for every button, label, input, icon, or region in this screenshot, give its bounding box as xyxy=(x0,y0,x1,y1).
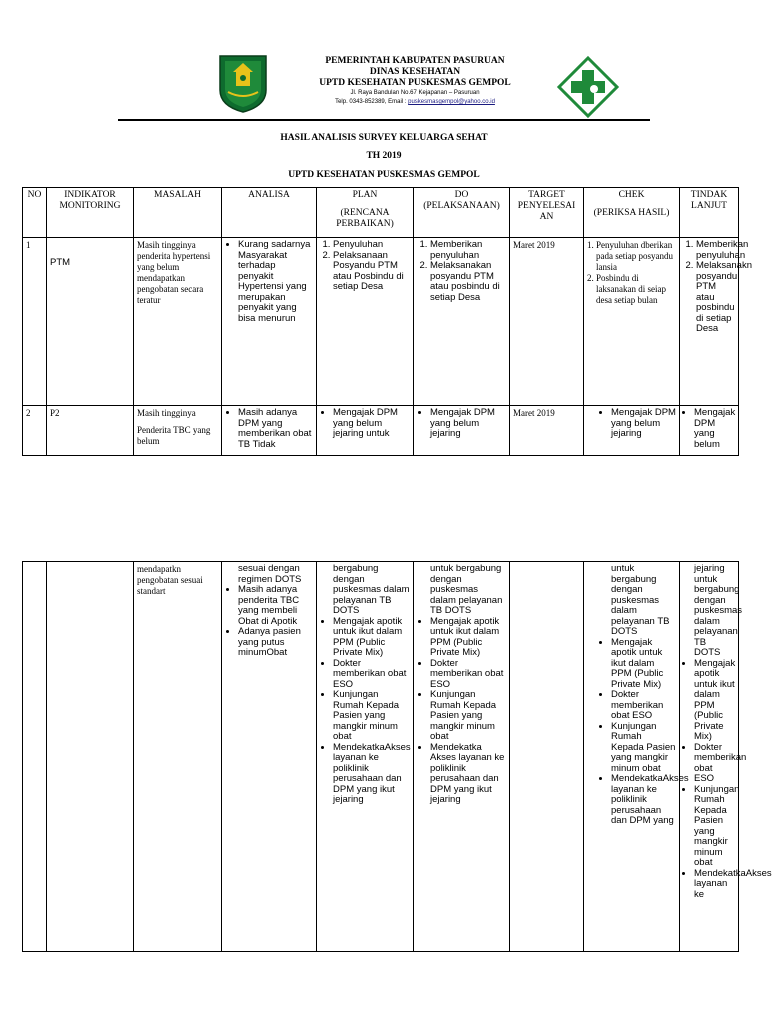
list-item: • Dokter memberikan obat ESO xyxy=(694,743,735,785)
table-header-row xyxy=(23,188,739,238)
list-item: • Kunjungan Rumah Kepada Pasien yang mangkir minum obat xyxy=(694,785,735,869)
row1-masalah: Masih tingginya penderita hypertensi yang belum mendapatkan pengobatan secara teratur xyxy=(134,238,222,406)
cont-indikator xyxy=(47,562,134,952)
col-masalah: MASALAH xyxy=(134,188,222,238)
row2-masalah-line1: Masih tingginya xyxy=(137,408,196,418)
col-tindak: TINDAK LANJUT xyxy=(680,188,739,238)
list-item: • Kunjungan Rumah Kepada Pasien yang mangkir minum obat xyxy=(333,690,410,743)
col-no: NO xyxy=(23,188,47,238)
col-do-sub: (PELAKSANAAN) xyxy=(423,201,500,211)
col-target: TARGET PENYELESAI AN xyxy=(510,188,584,238)
row2-plan xyxy=(317,406,414,456)
header-address: Jl. Raya Bandulan No.67 Kejapanan – Pasuruan xyxy=(350,90,480,96)
col-do-label: DO xyxy=(454,190,469,200)
list-item: • Dokter memberikan obat ESO xyxy=(430,659,506,691)
row2-target: Maret 2019 xyxy=(510,406,584,456)
col-do xyxy=(414,188,510,238)
list-item: • Dokter memberikan obat ESO xyxy=(333,659,410,691)
col-chek xyxy=(584,188,680,238)
list-item: • MendekatkaAkses layanan ke poliklinik perusahaan dan DPM yang xyxy=(611,774,676,827)
list-item: • Kurang sadarnya Masyarakat terhadap penyakit Hypertensi yang merupakan penyakit yang bisa menurun xyxy=(238,240,313,324)
row2-chek xyxy=(584,406,680,456)
row1-indikator-text: PTM xyxy=(50,257,71,268)
list-item: • Mengajak apotik untuk ikut dalam PPM (Public Private Mix) xyxy=(333,617,410,659)
list-item: • Dokter memberikan obat ESO xyxy=(611,690,676,722)
col-analisa: ANALISA xyxy=(222,188,317,238)
row1-analisa xyxy=(222,238,317,406)
row1-no: 1 xyxy=(23,238,47,406)
row2-masalah-line2: Penderita TBC yang belum xyxy=(137,425,211,446)
col-indikator: INDIKATOR MONITORING xyxy=(47,188,134,238)
list-item: 1. Memberikan penyuluhan xyxy=(430,240,506,261)
list-item: • Masih adanya penderita TBC yang membeli Obat di Apotik xyxy=(238,585,313,627)
cont-do xyxy=(414,562,510,952)
list-item: • Mengajak apotik untuk ikut dalam PPM (Public Private Mix) xyxy=(694,659,735,743)
doc-year: TH 2019 xyxy=(366,151,402,161)
header-contact xyxy=(280,98,550,107)
table-row xyxy=(23,238,739,406)
list-item: 1. Penyuluhan dberikan pada setiap posyandu lansia xyxy=(596,240,676,273)
row2-tindak xyxy=(680,406,739,456)
list-item: • Mengajak DPM yang belum jejaring xyxy=(611,408,676,440)
row1-tindak xyxy=(680,238,752,406)
cont-plan-lead: bergabung dengan puskesmas dalam pelayanan TB DOTS xyxy=(333,563,410,616)
table-row xyxy=(23,562,739,952)
cont-analisa xyxy=(222,562,317,952)
list-item: • Mengajak DPM yang belum jejaring xyxy=(430,408,506,440)
col-plan-sub: (RENCANA PERBAIKAN) xyxy=(336,208,394,229)
row1-indikator xyxy=(47,238,134,406)
doc-title: HASIL ANALISIS SURVEY KELUARGA SEHAT xyxy=(280,133,488,143)
green-cross-icon xyxy=(557,56,619,118)
header-line-uptd: UPTD KESEHATAN PUSKESMAS GEMPOL xyxy=(319,78,511,88)
list-item: • Mengajak apotik untuk ikut dalam PPM (Public Private Mix) xyxy=(611,638,676,691)
list-item: • Mengajak DPM yang belum jejaring untuk xyxy=(333,408,410,440)
cont-analisa-lead: sesuai dengan regimen DOTS xyxy=(238,563,302,585)
row1-do xyxy=(414,238,510,406)
cont-tindak-lead: jejaring untuk bergabung dengan puskesmas dalam pelayanan TB DOTS xyxy=(694,563,743,658)
cont-masalah: mendapatkn pengobatan sesuai standart xyxy=(134,562,222,952)
list-item: 2. Pelaksanaan Posyandu PTM atau Posbindu di setiap Desa xyxy=(333,251,410,293)
row1-target: Maret 2019 xyxy=(510,238,584,406)
list-item: • MendekatkaAkses layanan ke poliklinik perusahaan dan DPM yang ikut jejaring xyxy=(333,743,410,806)
row1-plan xyxy=(317,238,414,406)
cont-do-lead: untuk bergabung dengan puskesmas dalam pelayanan TB DOTS xyxy=(430,563,503,616)
header-line-department: DINAS KESEHATAN xyxy=(369,67,461,77)
row2-masalah xyxy=(134,406,222,456)
continuation-table xyxy=(22,561,772,952)
cont-target xyxy=(510,562,584,952)
regency-emblem-icon xyxy=(216,52,270,114)
row1-chek xyxy=(584,238,680,406)
list-item: 1. Penyuluhan xyxy=(333,240,410,251)
list-item: • Mengajak apotik untuk ikut dalam PPM (Public Private Mix) xyxy=(430,617,506,659)
col-plan xyxy=(317,188,414,238)
header-phone: Telp. 0343-852389, Email : xyxy=(335,99,409,105)
list-item: 2. Melaksanakn posyandu PTM atau posbindu di setiap Desa xyxy=(696,261,735,335)
list-item: • Kunjungan Rumah Kepada Pasien yang mangkir minum obat xyxy=(430,690,506,743)
analysis-table xyxy=(22,187,752,456)
list-item: 2. Melaksanakan posyandu PTM atau posbindu di setiap Desa xyxy=(430,261,506,303)
list-item: • Mengajak DPM yang belum xyxy=(694,408,735,450)
cont-chek-lead: untuk bergabung dengan puskesmas dalam pelayanan TB DOTS xyxy=(611,563,670,637)
list-item: 2. Posbindu di laksanakan di seiap desa setiap bulan xyxy=(596,273,676,306)
table-row xyxy=(23,406,739,456)
cont-plan xyxy=(317,562,414,952)
cont-tindak xyxy=(680,562,772,952)
row2-indikator: P2 xyxy=(47,406,134,456)
list-item: 1. Memberikan penyuluhan xyxy=(696,240,735,261)
cont-chek xyxy=(584,562,689,952)
list-item: • MendekatkaAkses layanan ke xyxy=(694,869,735,901)
list-item: • Kunjungan Rumah Kepada Pasien yang mangkir minum obat xyxy=(611,722,676,775)
list-item: • Masih adanya DPM yang memberikan obat TB Tidak xyxy=(238,408,313,450)
header-rule xyxy=(118,119,650,121)
header-email-link[interactable]: puskesmasgempol@yahoo.co.id xyxy=(408,99,495,105)
cont-no xyxy=(23,562,47,952)
letterhead xyxy=(0,0,768,130)
col-chek-label: CHEK xyxy=(618,190,645,200)
row2-do xyxy=(414,406,510,456)
header-line-government: PEMERINTAH KABUPATEN PASURUAN xyxy=(325,56,505,66)
doc-subtitle: UPTD KESEHATAN PUSKESMAS GEMPOL xyxy=(288,170,480,180)
col-chek-sub: (PERIKSA HASIL) xyxy=(593,208,670,218)
row2-analisa xyxy=(222,406,317,456)
col-plan-label: PLAN xyxy=(352,190,378,200)
list-item: • Mendekatka Akses layanan ke poliklinik perusahaan dan DPM yang ikut jejaring xyxy=(430,743,506,806)
row2-no: 2 xyxy=(23,406,47,456)
list-item: • Adanya pasien yang putus minumObat xyxy=(238,627,313,659)
